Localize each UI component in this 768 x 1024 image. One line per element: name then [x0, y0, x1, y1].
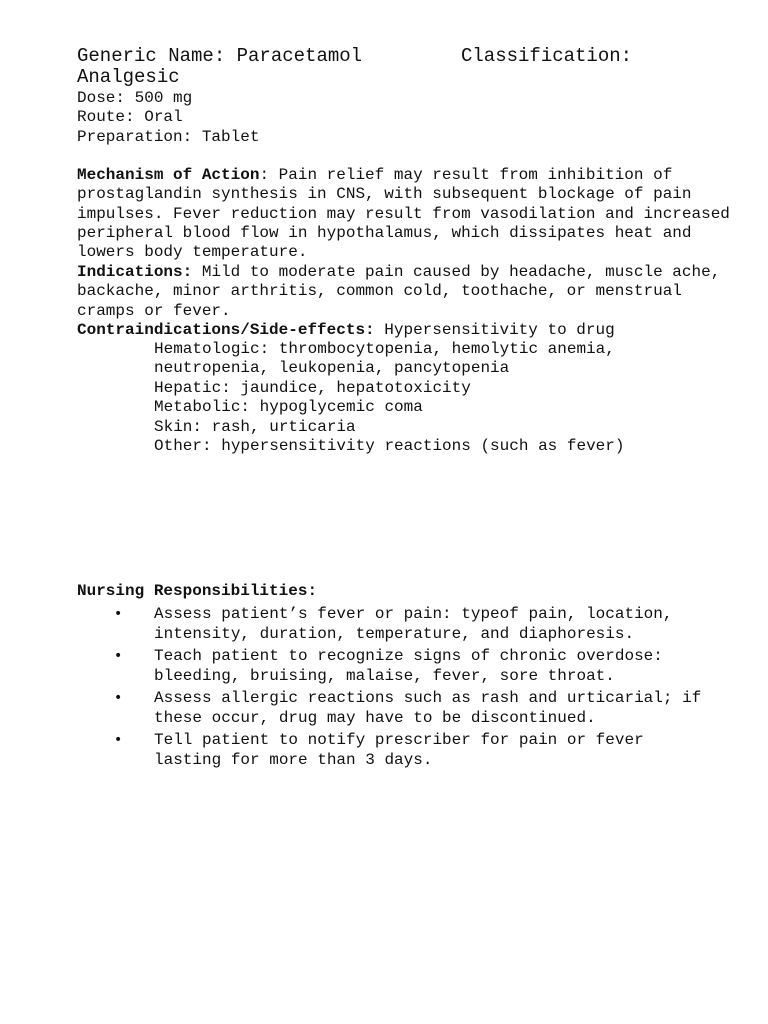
bullet-icon: •	[114, 648, 123, 664]
contraindications-label: Contraindications/Side-effects:	[77, 321, 375, 339]
side-effect-item: Skin: rash, urticaria	[154, 417, 356, 436]
nursing-item-text: Tell patient to notify prescriber for pain or fever lasting for more than 3 days.	[154, 731, 644, 769]
preparation: Preparation: Tablet	[77, 128, 260, 146]
nursing-item-text: Assess allergic reactions such as rash and urticarial; if these occur, drug may have to be discontinued.	[154, 689, 702, 727]
route: Route: Oral	[77, 108, 183, 126]
indications-label: Indications:	[77, 263, 193, 281]
mechanism-label: Mechanism of Action	[77, 166, 260, 184]
side-effect-item: Hepatic: jaundice, hepatotoxicity	[154, 378, 471, 397]
side-effects-list	[154, 340, 624, 456]
nursing-item	[0, 605, 714, 644]
nursing-item	[0, 689, 714, 728]
side-effect-item: Metabolic: hypoglycemic coma	[154, 398, 423, 417]
bullet-icon: •	[114, 690, 123, 706]
side-effect-item: neutropenia, leukopenia, pancytopenia	[154, 359, 510, 378]
classification-label: Classification:	[461, 45, 633, 67]
mechanism-of-action	[77, 166, 737, 262]
nursing-item	[0, 647, 714, 686]
nursing-item-text: Teach patient to recognize signs of chronic overdose: bleeding, bruising, malaise, fever, sore throat.	[154, 647, 663, 685]
contraindications-text: Hypersensitivity to drug	[374, 321, 615, 339]
dose: Dose: 500 mg	[77, 89, 193, 107]
nursing-responsibilities-list	[0, 605, 714, 773]
generic-name: Generic Name: Paracetamol	[77, 45, 363, 67]
nursing-item	[0, 731, 714, 770]
nursing-responsibilities-title: Nursing Responsibilities:	[77, 582, 318, 600]
bullet-icon: •	[114, 732, 123, 748]
indications-text: Mild to moderate pain caused by headache, muscle ache, backache, minor arthritis, common cold, toothache, or menstrual cramps or fever.	[77, 263, 721, 320]
mechanism-text: : Pain relief may result from inhibition of prostaglandin synthesis in CNS, with subsequent blockage of pain impulses. Fever reduction may result from vasodilation and increased peripheral blood flow in hypothalamus, which dissipates heat and lowers body temperature.	[77, 166, 730, 262]
indications	[77, 263, 737, 321]
contraindications	[77, 321, 737, 340]
side-effect-item: Hematologic: thrombocytopenia, hemolytic anemia,	[154, 340, 615, 358]
bullet-icon: •	[114, 606, 123, 622]
nursing-item-text: Assess patient’s fever or pain: typeof pain, location, intensity, duration, temperature, and diaphoresis.	[154, 605, 673, 643]
side-effect-item: Other: hypersensitivity reactions (such as fever)	[154, 437, 625, 456]
classification-value: Analgesic	[77, 66, 180, 88]
